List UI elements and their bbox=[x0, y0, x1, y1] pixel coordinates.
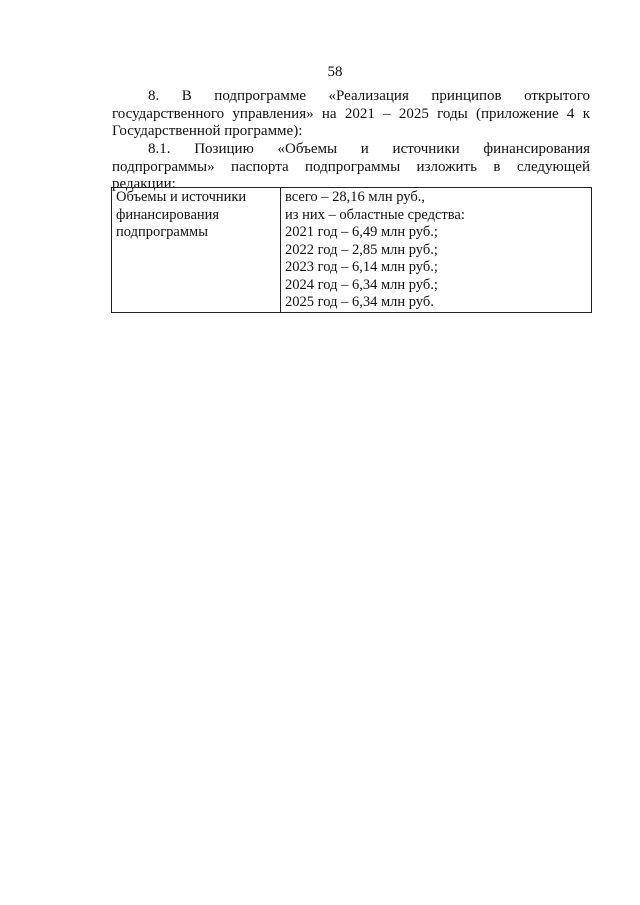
value-line: 2021 год – 6,49 млн руб.; bbox=[285, 224, 438, 240]
value-line: 2023 год – 6,14 млн руб.; bbox=[285, 259, 438, 275]
value-line: 2024 год – 6,34 млн руб.; bbox=[285, 276, 438, 293]
paragraph-item-8-1 bbox=[112, 141, 590, 194]
paragraph-item-8 bbox=[112, 88, 590, 141]
financing-table bbox=[111, 187, 592, 313]
value-line: 2025 год – 6,34 млн руб. bbox=[285, 294, 434, 310]
table-row bbox=[112, 188, 592, 313]
table-cell-label bbox=[112, 188, 281, 313]
paragraph-item-8-text: 8. В подпрограмме «Реализация принципов открытого государственного управления» на 2021 – 2025 годы (приложение 4 к Государственной программе): bbox=[112, 88, 590, 139]
page-number: 58 bbox=[327, 64, 343, 80]
label-line: финансирования bbox=[116, 206, 220, 223]
value-line: всего – 28,16 млн руб., bbox=[285, 189, 425, 205]
label-line: Объемы и источники bbox=[116, 189, 247, 205]
value-line: из них – областные средства: bbox=[285, 206, 465, 223]
table-cell-values bbox=[281, 188, 592, 313]
label-line: подпрограммы bbox=[116, 224, 208, 240]
paragraph-item-8-1-text: 8.1. Позицию «Объемы и источники финансирования подпрограммы» паспорта подпрограммы изложить в следующей редакции: bbox=[112, 141, 590, 192]
value-line: 2022 год – 2,85 млн руб.; bbox=[285, 241, 438, 258]
